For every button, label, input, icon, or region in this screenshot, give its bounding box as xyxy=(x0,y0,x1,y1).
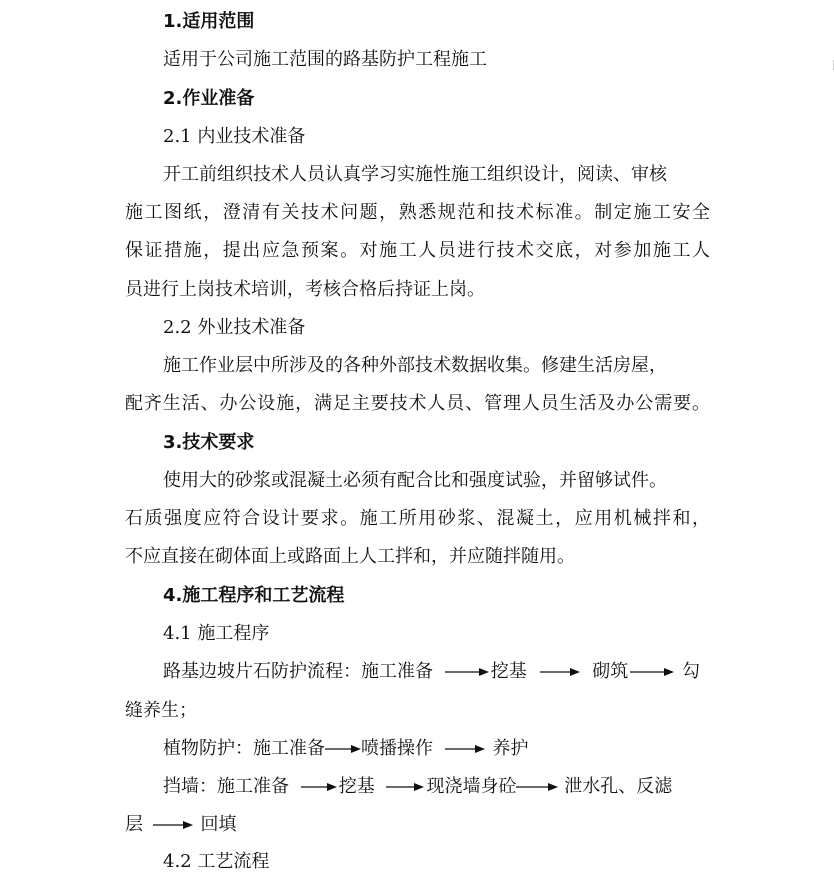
right-arrow-icon xyxy=(445,667,489,677)
paragraph-line: 使用大的砂浆或混凝土必须有配合比和强度试验，并留够试件。 xyxy=(163,470,667,491)
flow-plant-protection xyxy=(163,737,834,761)
subsection-heading-4-1: 4.1 施工程序 xyxy=(163,623,270,644)
paragraph-line: 开工前组织技术人员认真学习实施性施工组织设计，阅读、审核 xyxy=(163,164,667,185)
flow-step: 回填 xyxy=(200,814,237,835)
right-arrow-icon xyxy=(445,744,485,754)
subsection-heading-2-2: 2.2 外业技术准备 xyxy=(163,317,306,338)
paragraph-scope: 适用于公司施工范围的路基防护工程施工 xyxy=(163,49,487,70)
section-heading-2: 2.作业准备 xyxy=(163,88,255,109)
flow-step: 喷播操作 xyxy=(361,738,433,759)
flow-continuation: 缝养生； xyxy=(125,700,197,721)
flow-step: 施工准备 xyxy=(217,776,289,797)
flow-step: 施工准备 xyxy=(361,661,433,682)
section-heading-4: 4.施工程序和工艺流程 xyxy=(163,585,345,606)
flow-step: 挖基 xyxy=(490,661,527,682)
flow-retaining-wall xyxy=(163,775,834,799)
flow-step: 砌筑 xyxy=(592,661,629,682)
flow-label: 植物防护： xyxy=(163,738,253,759)
flow-label: 挡墙： xyxy=(163,776,217,797)
right-arrow-icon xyxy=(153,820,193,830)
flow-step: 现浇墙身砼 xyxy=(426,776,517,797)
paragraph-line: 石质强度应符合设计要求。施工所用砂浆、混凝土，应用机械拌和， xyxy=(125,508,710,529)
right-arrow-icon xyxy=(516,782,558,792)
paragraph-line: 施工作业层中所涉及的各种外部技术数据收集。修建生活房屋， xyxy=(163,355,667,376)
flow-step: 养护 xyxy=(492,738,529,759)
flow-slope-protection xyxy=(163,660,834,684)
paragraph-line: 施工图纸，澄清有关技术问题，熟悉规范和技术标准。制定施工安全 xyxy=(125,202,710,223)
flow-label: 路基边坡片石防护流程： xyxy=(163,661,361,682)
section-heading-1: 1.适用范围 xyxy=(163,11,255,32)
flow-continuation xyxy=(125,813,710,837)
paragraph-line: 配齐生活、办公设施，满足主要技术人员、管理人员生活及办公需要。 xyxy=(125,393,710,414)
right-arrow-icon xyxy=(540,667,580,677)
subsection-heading-2-1: 2.1 内业技术准备 xyxy=(163,126,306,147)
right-arrow-icon xyxy=(301,782,337,792)
flow-step: 施工准备 xyxy=(253,738,325,759)
paragraph-line: 员进行上岗技术培训，考核合格后持证上岗。 xyxy=(125,279,485,300)
right-arrow-icon xyxy=(325,744,361,754)
flow-step: 泄水孔、反滤 xyxy=(564,776,673,797)
paragraph-line: 保证措施，提出应急预案。对施工人员进行技术交底，对参加施工人 xyxy=(125,240,710,261)
flow-step: 挖基 xyxy=(338,776,375,797)
right-arrow-icon xyxy=(386,782,424,792)
flow-step: 勾 xyxy=(681,661,700,682)
section-heading-3: 3.技术要求 xyxy=(163,432,255,453)
right-arrow-icon xyxy=(630,667,674,677)
paragraph-line: 不应直接在砌体面上或路面上人工拌和，并应随拌随用。 xyxy=(125,546,575,567)
subsection-heading-4-2: 4.2 工艺流程 xyxy=(163,851,270,872)
flow-step: 层 xyxy=(125,814,143,835)
